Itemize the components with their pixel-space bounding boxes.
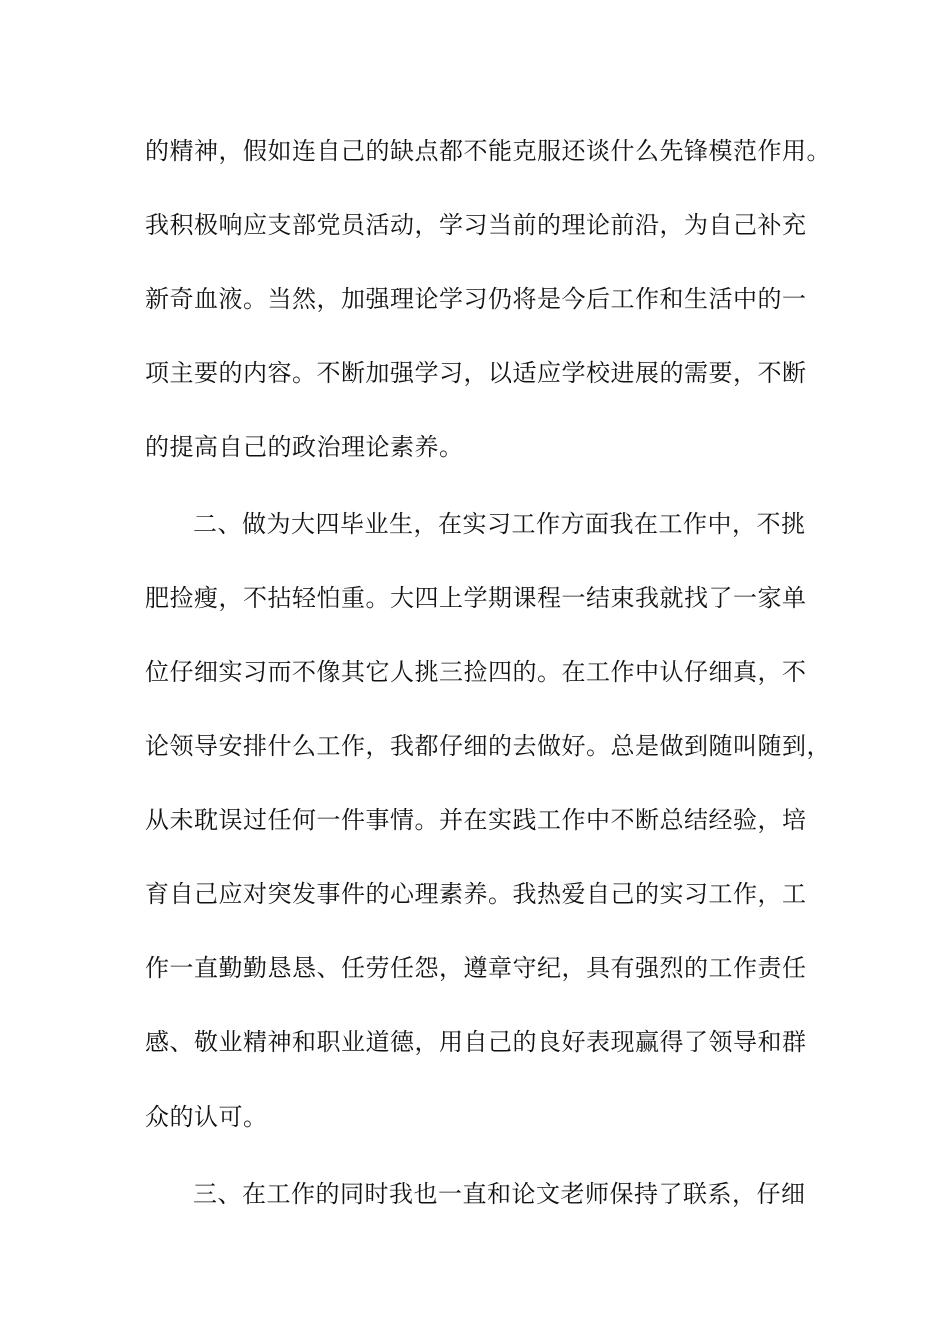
text-line: 我积极响应支部党员活动，学习当前的理论前沿，为自己补充 bbox=[145, 211, 807, 239]
text-line: 从未耽误过任何一件事情。并在实践工作中不断总结经验，培 bbox=[145, 806, 807, 834]
text-line: 的精神，假如连自己的缺点都不能克服还谈什么先锋模范作用。 bbox=[145, 137, 831, 165]
text-line: 众的认可。 bbox=[145, 1103, 268, 1131]
text-line: 位仔细实习而不像其它人挑三捡四的。在工作中认仔细真，不 bbox=[145, 658, 807, 686]
text-line: 的提高自己的政治理论素养。 bbox=[145, 433, 464, 461]
text-line: 育自己应对突发事件的心理素养。我热爱自己的实习工作，工 bbox=[145, 880, 807, 908]
text-line: 感、敬业精神和职业道德，用自己的良好表现赢得了领导和群 bbox=[145, 1028, 807, 1056]
text-line: 肥捡瘦，不拈轻怕重。大四上学期课程一结束我就找了一家单 bbox=[145, 584, 807, 612]
text-line: 论领导安排什么工作，我都仔细的去做好。总是做到随叫随到， bbox=[145, 732, 831, 760]
paragraph-start-line: 二、做为大四毕业生，在实习工作方面我在工作中，不挑 bbox=[193, 510, 806, 538]
text-line: 项主要的内容。不断加强学习，以适应学校进展的需要，不断 bbox=[145, 359, 807, 387]
text-line: 作一直勤勤恳恳、任劳任怨，遵章守纪，具有强烈的工作责任 bbox=[145, 954, 807, 982]
text-line: 新奇血液。当然，加强理论学习仍将是今后工作和生活中的一 bbox=[145, 285, 807, 313]
paragraph-start-line: 三、在工作的同时我也一直和论文老师保持了联系，仔细 bbox=[193, 1180, 806, 1208]
